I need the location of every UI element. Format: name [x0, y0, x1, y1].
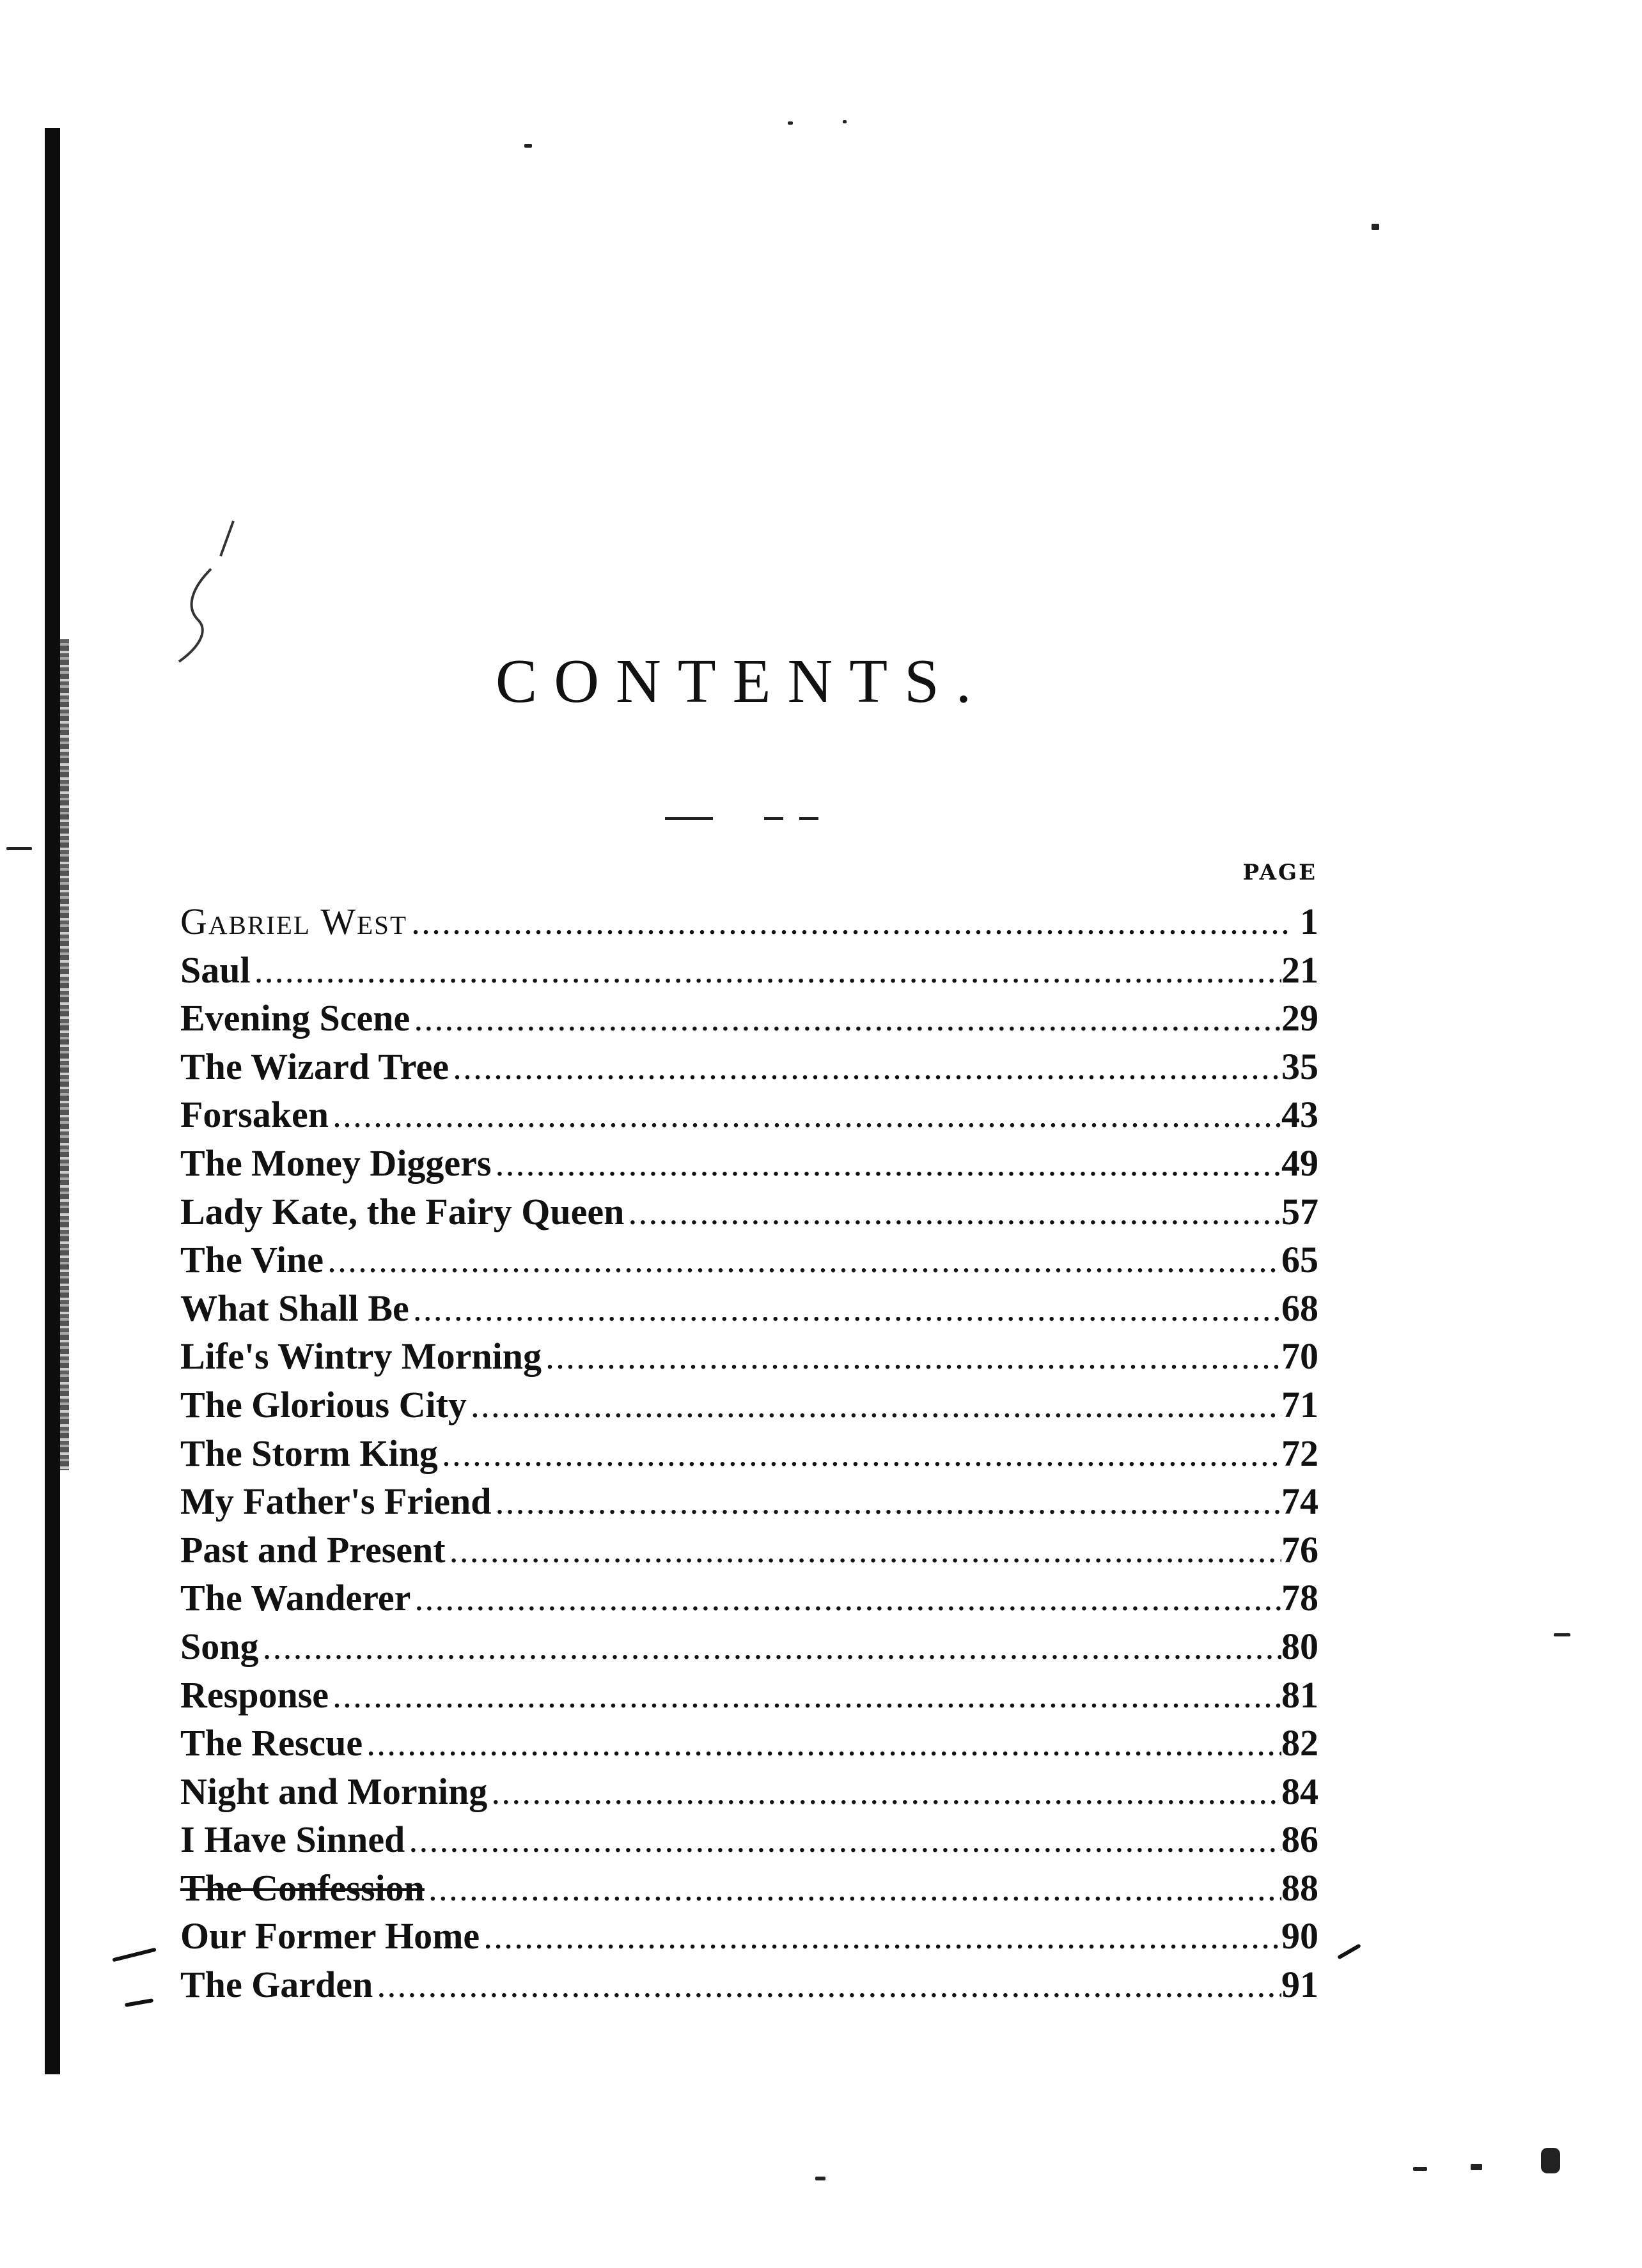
entry-title: The Wizard Tree [180, 1045, 449, 1087]
contents-entry [180, 1671, 1318, 1720]
dot-leader [492, 1771, 1281, 1820]
dot-leader [430, 1868, 1281, 1916]
entry-page-number: 72 [1281, 1432, 1318, 1474]
entry-page-number: 68 [1281, 1287, 1318, 1329]
entry-title: Our Former Home [180, 1915, 480, 1957]
entry-page-number: 21 [1281, 949, 1318, 991]
contents-entry [180, 1332, 1318, 1381]
contents-entry [180, 1815, 1318, 1864]
entry-title: The Rescue [180, 1722, 363, 1764]
entry-title: Saul [180, 949, 251, 991]
title-rule-short [799, 817, 818, 820]
dot-leader [256, 950, 1281, 998]
entry-page-number: 29 [1281, 997, 1318, 1039]
entry-page-number: 86 [1281, 1819, 1318, 1861]
entry-title: Forsaken [180, 1094, 329, 1136]
entry-title: Gabriel West [180, 901, 408, 942]
entry-page-number: 90 [1281, 1915, 1318, 1957]
contents-entry [180, 1719, 1318, 1767]
entry-title: Song [180, 1625, 259, 1667]
contents-entry-struck [180, 1864, 1318, 1913]
margin-tick-mark [1337, 1943, 1361, 1959]
entry-title: The Confession [180, 1867, 425, 1909]
entry-page-number: 81 [1281, 1674, 1318, 1716]
entry-title: Evening Scene [180, 997, 410, 1039]
dot-leader [496, 1481, 1281, 1530]
contents-entry [180, 1526, 1318, 1574]
entry-title: Night and Morning [180, 1770, 488, 1812]
dot-leader [451, 1530, 1281, 1578]
entry-page-number: 43 [1281, 1094, 1318, 1136]
dot-leader [334, 1675, 1281, 1723]
entry-title: My Father's Friend [180, 1480, 492, 1523]
dot-leader [497, 1143, 1282, 1192]
contents-entry [180, 1574, 1318, 1622]
entry-page-number: 88 [1281, 1867, 1318, 1909]
pencil-mark [173, 518, 249, 665]
entry-page-number: 78 [1281, 1577, 1318, 1619]
entry-page-number: 80 [1281, 1625, 1318, 1667]
contents-entry [180, 1381, 1318, 1429]
scan-speck [524, 144, 532, 148]
contents-entry [180, 1284, 1318, 1333]
dot-leader [329, 1239, 1281, 1288]
entry-title: The Storm King [180, 1432, 438, 1474]
entry-page-number: 1 [1300, 901, 1318, 942]
page-binding-edge [45, 128, 60, 2074]
dot-leader [412, 901, 1290, 950]
entry-title: Life's Wintry Morning [180, 1335, 542, 1378]
entry-title: Lady Kate, the Fairy Queen [180, 1190, 625, 1232]
dot-leader [334, 1094, 1281, 1143]
entry-title: The Glorious City [180, 1383, 467, 1425]
contents-entry [180, 1767, 1318, 1816]
dot-leader [485, 1916, 1281, 1964]
scan-speck [1372, 224, 1379, 230]
page-title: CONTENTS. [495, 647, 989, 716]
contents-entry [180, 1429, 1318, 1478]
entry-title: The Vine [180, 1239, 324, 1281]
contents-list [180, 897, 1318, 2009]
contents-entry [180, 1043, 1318, 1091]
dot-leader [629, 1192, 1281, 1240]
margin-tick-mark [125, 1998, 153, 2007]
contents-entry [180, 994, 1318, 1043]
contents-entry [180, 897, 1318, 946]
entry-title: The Money Diggers [180, 1142, 492, 1184]
contents-entry [180, 1236, 1318, 1284]
entry-page-number: 91 [1281, 1964, 1318, 2006]
contents-entry [180, 1961, 1318, 2009]
entry-page-number: 84 [1281, 1770, 1318, 1812]
scan-speck [1541, 2148, 1560, 2173]
scan-speck [1413, 2167, 1427, 2171]
dot-leader [547, 1336, 1281, 1385]
contents-entry [180, 1139, 1318, 1188]
title-rule-long [665, 817, 713, 820]
dot-leader [368, 1723, 1281, 1771]
dot-leader [454, 1046, 1281, 1095]
dot-leader [415, 998, 1281, 1046]
scan-speck [788, 121, 793, 125]
page-column-label: PAGE [1242, 860, 1317, 885]
entry-title: I Have Sinned [180, 1819, 405, 1861]
dot-leader [414, 1288, 1281, 1337]
dot-leader [443, 1433, 1281, 1482]
entry-title: Past and Present [180, 1528, 446, 1571]
entry-page-number: 82 [1281, 1722, 1318, 1764]
dot-leader [472, 1385, 1281, 1433]
entry-title: The Garden [180, 1964, 373, 2006]
contents-entry [180, 946, 1318, 995]
contents-entry [180, 1091, 1318, 1139]
page-binding-texture [60, 639, 69, 1470]
dot-leader [378, 1964, 1281, 2013]
scan-speck [1471, 2164, 1482, 2170]
margin-tick-mark [112, 1948, 156, 1962]
entry-page-number: 76 [1281, 1528, 1318, 1571]
contents-entry [180, 1912, 1318, 1961]
title-rule-short [764, 817, 783, 820]
scan-speck [6, 847, 32, 850]
contents-entry [180, 1477, 1318, 1526]
entry-page-number: 49 [1281, 1142, 1318, 1184]
contents-entry [180, 1188, 1318, 1236]
entry-page-number: 57 [1281, 1190, 1318, 1232]
entry-page-number: 71 [1281, 1383, 1318, 1425]
entry-page-number: 65 [1281, 1239, 1318, 1281]
dot-leader [264, 1626, 1281, 1675]
entry-title: Response [180, 1674, 329, 1716]
entry-title: The Wanderer [180, 1577, 411, 1619]
scan-speck [1554, 1633, 1570, 1636]
entry-title: What Shall Be [180, 1287, 409, 1329]
dot-leader [416, 1578, 1281, 1626]
dot-leader [410, 1819, 1281, 1868]
scan-speck [843, 120, 847, 123]
entry-page-number: 70 [1281, 1335, 1318, 1378]
entry-page-number: 74 [1281, 1480, 1318, 1523]
scan-speck [815, 2177, 825, 2180]
contents-entry [180, 1622, 1318, 1671]
entry-page-number: 35 [1281, 1045, 1318, 1087]
